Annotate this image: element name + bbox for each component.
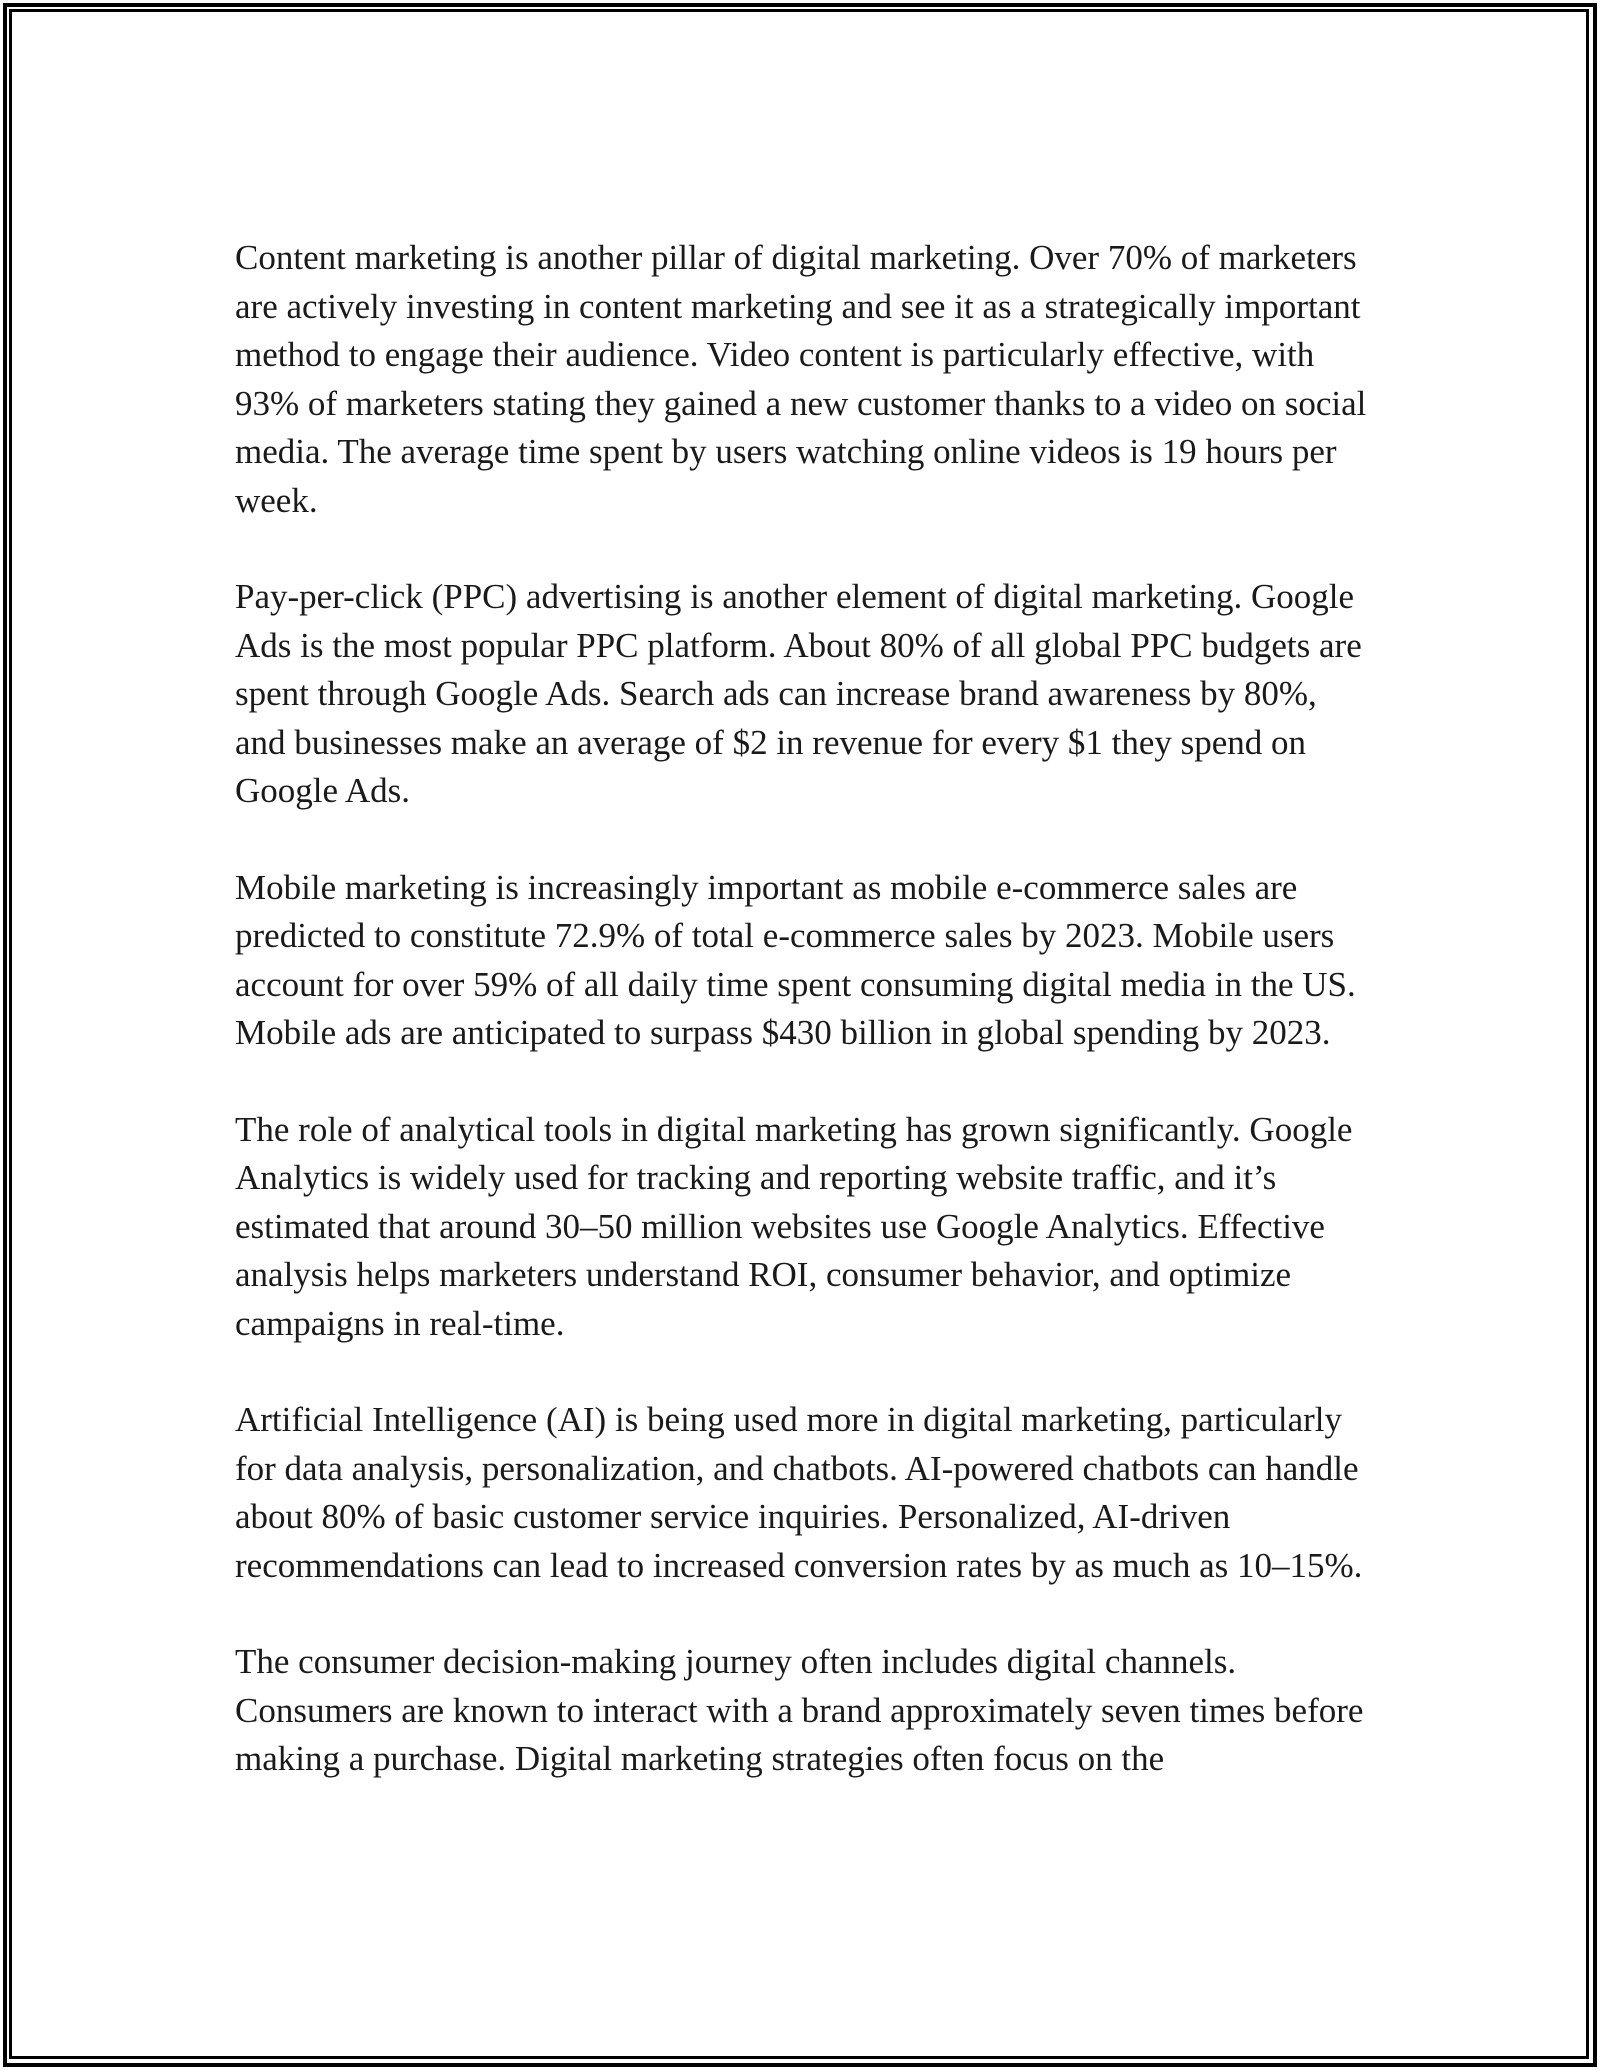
paragraph-artificial-intelligence: Artificial Intelligence (AI) is being used more in digital marketing, particularly for data analysis, personalization, and chatbots. AI-powered chatbots can handle about 80% of basic customer service inquiries. Personalized, AI-driven recommendations can lead to increased conversion rates by as much as 10–15%. — [235, 1400, 1363, 1585]
paragraph-ppc-advertising: Pay-per-click (PPC) advertising is another element of digital marketing. Google Ads is the most popular PPC platform. About 80% of all global PPC budgets are spent through Google Ads. Search ads can increase brand awareness by 80%, and businesses make an average of $2 in revenue for every $1 they spend on Google Ads. — [235, 577, 1362, 810]
paragraph-content-marketing: Content marketing is another pillar of digital marketing. Over 70% of marketers are actively investing in content marketing and see it as a strategically important method to engage their audience. Video content is particularly effective, with 93% of marketers stating they gained a new customer thanks to a video on social media. The average time spent by users watching online videos is 19 hours per week. — [235, 238, 1367, 520]
paragraph-mobile-marketing: Mobile marketing is increasingly important as mobile e-commerce sales are predicted to constitute 72.9% of total e-commerce sales by 2023. Mobile users account for over 59% of all daily time spent consuming digital media in the US. Mobile ads are anticipated to surpass $430 billion in global spending by 2023. — [235, 867, 1356, 1052]
paragraph-analytics: The role of analytical tools in digital marketing has grown significantly. Google Analytics is widely used for tracking and reporting website traffic, and it’s estimated that around 30–50 million websites use Google Analytics. Effective analysis helps marketers understand ROI, consumer behavior, and optimize campaigns in real-time. — [235, 1109, 1353, 1343]
document-body — [235, 234, 1375, 1832]
paragraph-consumer-journey: The consumer decision-making journey often includes digital channels. Consumers are known to interact with a brand approximately seven times before making a purchase. Digital marketing strategies often focus on the — [235, 1642, 1364, 1778]
